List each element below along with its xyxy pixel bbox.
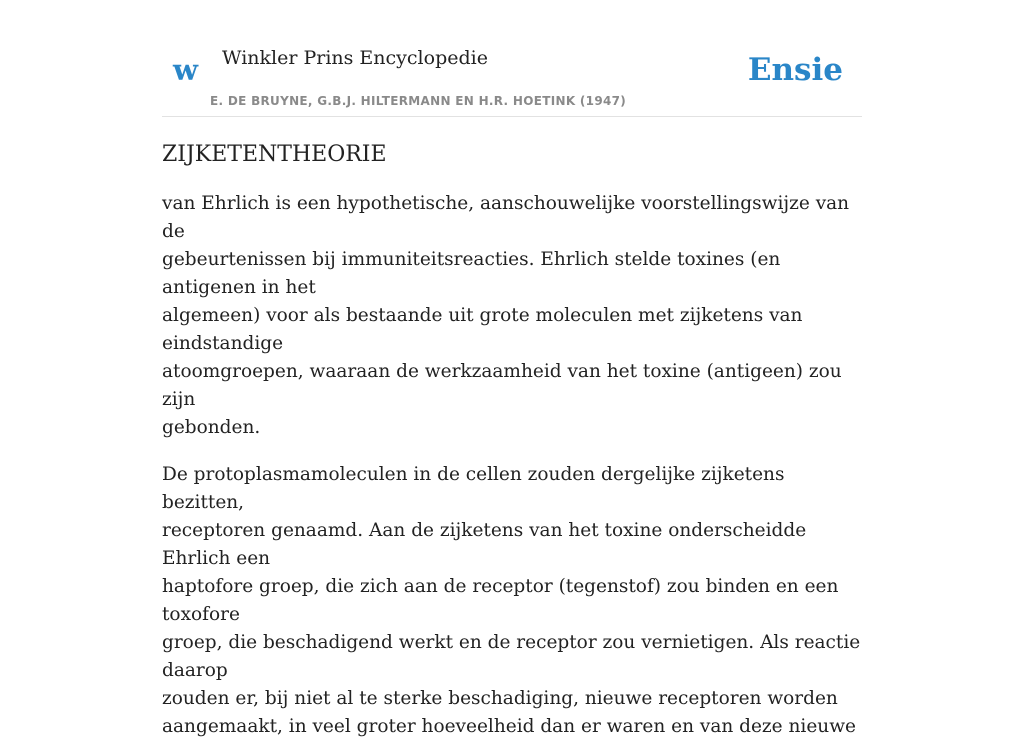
article-paragraph: van Ehrlich is een hypothetische, aanschouwelijke voorstellingswijze van de gebeurtenissen bij immuniteitsreacties. Ehrlich stelde toxines (en antigenen in het algemeen) voor als bestaande uit grote moleculen met zijketens van eindstandige atoomgroepen, waaraan de werkzaamheid van het toxine (antigeen) zou zijn gebonden. xyxy=(162,193,850,438)
source-header xyxy=(162,0,862,117)
article-title: ZIJKETENTHEORIE xyxy=(162,142,387,167)
article-paragraph: De protoplasmamoleculen in de cellen zouden dergelijke zijketens bezitten, receptoren genaamd. Aan de zijketens van het toxine onderscheidde Ehrlich een haptofore groep, die zich aan de receptor (tegenstof) zou binden en een toxofore groep, die beschadigend werkt en de receptor zou vernietigen. Als reactie daarop zouden er, bij niet al te sterke beschadiging, nieuwe receptoren worden aangemaakt, in veel groter hoeveelheid dan er waren en van deze nieuwe xyxy=(162,464,861,737)
winkler-prins-logo-icon[interactable]: w xyxy=(173,53,198,87)
source-title-link[interactable]: Winkler Prins Encyclopedie xyxy=(222,47,488,69)
article-body xyxy=(162,138,866,741)
source-authors: E. DE BRUYNE, G.B.J. HILTERMANN EN H.R. HOETINK (1947) xyxy=(210,94,627,108)
ensie-logo-link[interactable]: Ensie xyxy=(747,52,843,88)
